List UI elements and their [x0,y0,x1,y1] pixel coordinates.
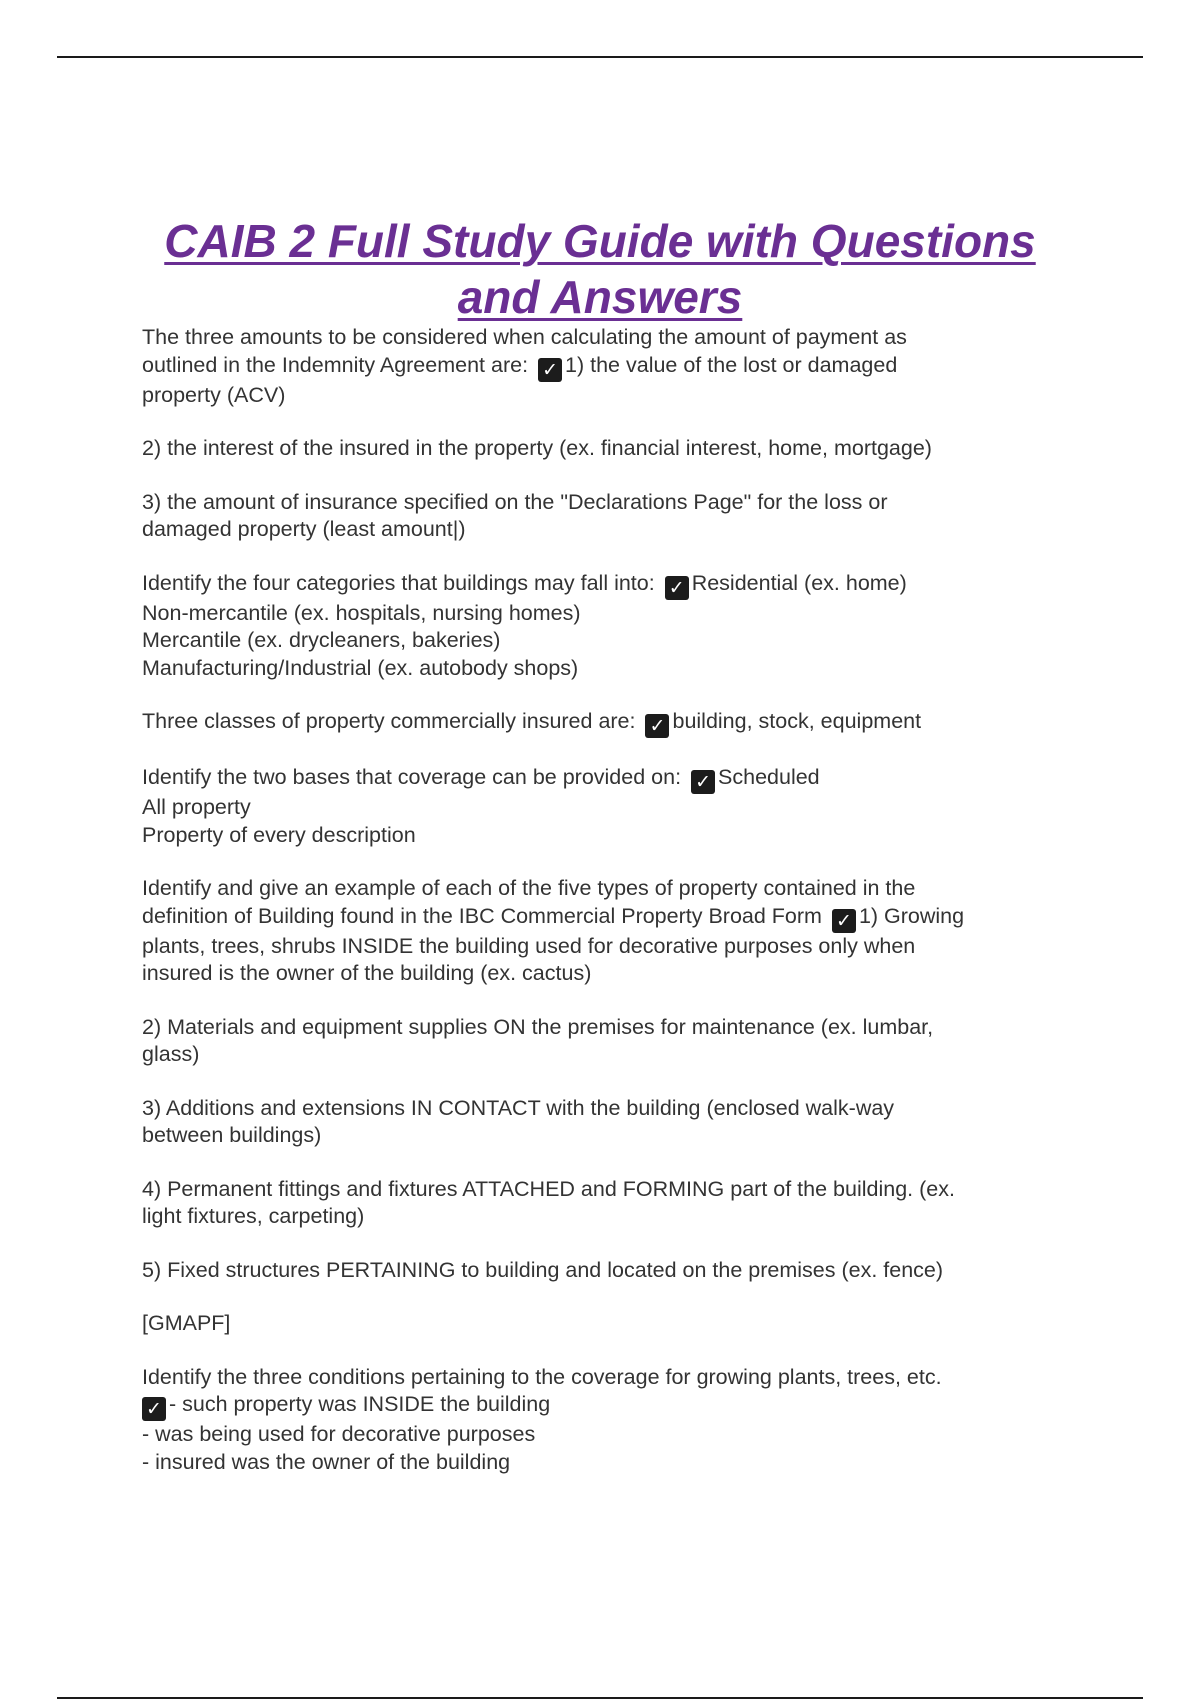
checkmark-icon: ✓ [645,714,669,738]
answer-text: Scheduled [718,765,820,789]
answer-paragraph [142,1095,1077,1150]
document-title [0,213,1200,325]
checkmark-icon: ✓ [538,358,562,382]
answer-text: - such property was INSIDE the building [169,1392,551,1416]
question-text: definition of Building found in the IBC Commercial Property Broad Form [142,903,822,928]
answer-text: Residential (ex. home) [691,570,907,595]
answer-text: 2) Materials and equipment supplies ON the premises for maintenance (ex. lumbar, [142,1014,934,1039]
answer-text: All property [142,795,251,819]
answer-text: 5) Fixed structures PERTAINING to building and located on the premises (ex. fence) [142,1257,944,1282]
header-rule [57,56,1143,58]
qa-growing-plants-conditions [142,1364,1077,1477]
answer-text: glass) [142,1042,200,1066]
checkmark-icon: ✓ [142,1397,166,1421]
answer-text: - was being used for decorative purposes [142,1422,536,1446]
mnemonic-text: [GMAPF] [142,1311,231,1335]
answer-text: 3) the amount of insurance specified on the "Declarations Page" for the loss or [142,489,888,514]
answer-text: - insured was the owner of the building [142,1449,511,1474]
answer-text: plants, trees, shrubs INSIDE the building used for decorative purposes only when [142,933,916,958]
answer-text: 3) Additions and extensions IN CONTACT with the building (enclosed walk-way [142,1095,895,1120]
answer-paragraph [142,1257,1077,1285]
question-text: Identify the four categories that buildings may fall into: [142,570,655,595]
answer-paragraph [142,1014,1077,1069]
qa-building-property-types [142,875,1077,988]
question-text: Three classes of property commercially insured are: [142,709,636,733]
qa-property-classes [142,708,1077,738]
checkmark-icon: ✓ [832,909,856,933]
qa-indemnity-amounts [142,324,1077,409]
question-text: Identify the two bases that coverage can be provided on: [142,765,682,789]
answer-text: insured is the owner of the building (ex. cactus) [142,961,592,985]
footer-rule [57,1697,1143,1699]
answer-text: Property of every description [142,822,416,847]
qa-coverage-bases [142,764,1077,849]
answer-paragraph [142,435,1077,463]
answer-text: 1) the value of the lost or damaged [565,352,898,377]
answer-text: building, stock, equipment [672,709,922,733]
answer-text: Mercantile (ex. drycleaners, bakeries) [142,628,501,652]
answer-text: damaged property (least amount|) [142,517,466,541]
answer-text: Manufacturing/Industrial (ex. autobody shops) [142,655,579,680]
answer-text: 4) Permanent fittings and fixtures ATTACHED and FORMING part of the building. (ex. [142,1176,955,1201]
answer-text: light fixtures, carpeting) [142,1204,365,1228]
answer-paragraph [142,1176,1077,1231]
answer-text: Non-mercantile (ex. hospitals, nursing homes) [142,600,581,625]
study-guide-body [142,324,1077,1502]
answer-text: between buildings) [142,1123,322,1147]
title-line-2: and Answers [457,271,743,323]
mnemonic [142,1310,1077,1338]
question-text: The three amounts to be considered when calculating the amount of payment as [142,325,907,349]
answer-text: property (ACV) [142,382,286,407]
qa-building-categories [142,570,1077,683]
question-text: Identify the three conditions pertaining to the coverage for growing plants, trees, etc. [142,1364,942,1389]
question-text: outlined in the Indemnity Agreement are: [142,352,529,377]
answer-text: 2) the interest of the insured in the property (ex. financial interest, home, mortgage) [142,436,932,460]
answer-paragraph [142,489,1077,544]
checkmark-icon: ✓ [665,576,689,600]
answer-text: 1) Growing [858,903,965,928]
checkmark-icon: ✓ [691,770,715,794]
title-line-1: CAIB 2 Full Study Guide with Questions [164,215,1036,267]
question-text: Identify and give an example of each of the five types of property contained in the [142,876,916,900]
